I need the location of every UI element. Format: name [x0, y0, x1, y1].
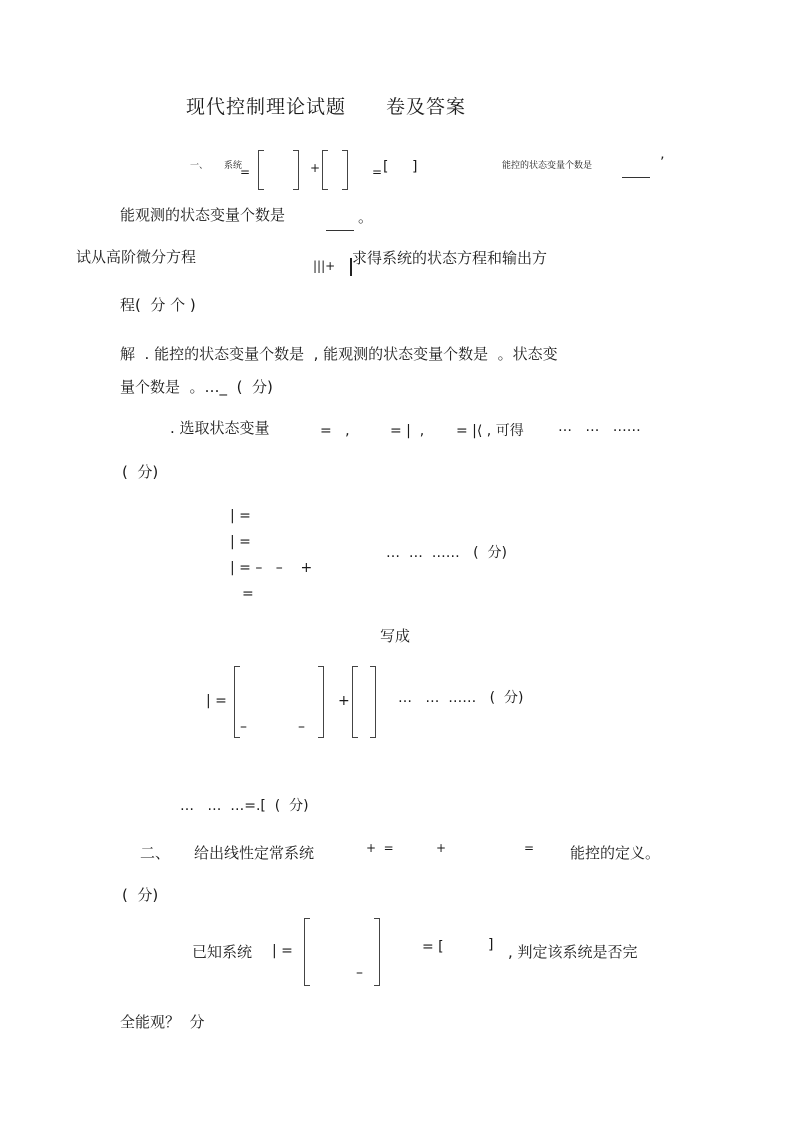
- q1-comma-mark: ’: [660, 155, 665, 171]
- q2-matrix-left-bracket: [304, 918, 310, 986]
- q1-matrix-b-left-bracket: [322, 150, 328, 190]
- select-eq1: = ,: [320, 423, 350, 439]
- q1-period: 。: [358, 208, 374, 226]
- q1-system-word: 系统: [224, 161, 243, 171]
- state-eq-3: | = – – +: [230, 560, 313, 576]
- q2-c-close: ]: [488, 937, 494, 953]
- q1-c-close: ]: [412, 159, 418, 175]
- matrix-b-left-bracket: [352, 666, 358, 738]
- diffeq-prompt: 试从高阶微分方程: [76, 248, 197, 266]
- output-equation: … … …=.[ ( 分): [180, 798, 309, 814]
- q1-c-open: [: [383, 159, 389, 175]
- q1-eq-c: =: [372, 165, 383, 179]
- q2-known-lhs: | =: [272, 943, 293, 959]
- diffeq-line2: 程( 分 个 ): [120, 296, 196, 314]
- solution-line1: 解 . 能控的状态变量个数是 , 能观测的状态变量个数是 。状态变: [120, 345, 558, 363]
- q2-known: 已知系统: [192, 943, 253, 961]
- write-as: 写成: [380, 627, 411, 645]
- q1-label: 一、: [190, 161, 209, 171]
- select-eq2: = | ,: [390, 423, 425, 439]
- q2-sym1: + =: [366, 841, 394, 855]
- q2-def: 能控的定义。: [570, 844, 661, 862]
- q2-matrix-minus: –: [356, 965, 363, 981]
- matrix-a-minus-1: –: [240, 719, 247, 735]
- matrix-lhs: | =: [206, 693, 227, 709]
- select-state-vars: . 选取状态变量: [170, 419, 270, 437]
- select-dots: … … ……: [558, 419, 641, 435]
- score-1: ( 分): [122, 463, 159, 481]
- q2-score: ( 分): [122, 886, 159, 904]
- q2-sym3: =: [524, 841, 535, 855]
- q2-c-open: = [: [422, 939, 444, 955]
- diffeq-symbol: |||+: [313, 259, 336, 273]
- matrix-a-minus-2: –: [298, 719, 305, 735]
- q1-controllable-blank: [622, 177, 650, 178]
- matrix-plus: +: [338, 693, 350, 709]
- select-eq3: = |⟨ , 可得: [456, 423, 524, 439]
- state-eqs-dots: … … …… ( 分): [386, 545, 507, 561]
- q2-matrix-right-bracket: [374, 918, 380, 986]
- q2-prompt: 给出线性定常系统: [194, 844, 315, 862]
- matrix-b-right-bracket: [370, 666, 376, 738]
- q2-full: 全能观？ 分: [120, 1013, 205, 1031]
- q1-plus: +: [310, 161, 321, 175]
- q2-judge: , 判定该系统是否完: [508, 943, 638, 961]
- q1-matrix-a-right-bracket: [293, 150, 299, 190]
- solution-line2: 量个数是 。…_ ( 分): [120, 378, 273, 396]
- q1-controllable-count: 能控的状态变量个数是: [502, 161, 593, 171]
- state-eq-4: =: [242, 586, 254, 602]
- q1-eq-a: =: [240, 165, 251, 179]
- q1-matrix-b-right-bracket: [342, 150, 348, 190]
- page-title: 现代控制理论试题 卷及答案: [186, 96, 467, 118]
- q2-sym2: +: [436, 841, 447, 855]
- q1-observable-count: 能观测的状态变量个数是: [120, 206, 286, 224]
- q1-observable-blank: [326, 230, 354, 231]
- matrix-dots: … … …… ( 分): [398, 690, 524, 706]
- state-eq-1: | =: [230, 508, 251, 524]
- matrix-a-right-bracket: [318, 666, 324, 738]
- diffeq-obtain: 求得系统的状态方程和输出方: [352, 249, 548, 267]
- q2-label: 二、: [140, 844, 171, 862]
- q1-matrix-a-left-bracket: [258, 150, 264, 190]
- state-eq-2: | =: [230, 534, 251, 550]
